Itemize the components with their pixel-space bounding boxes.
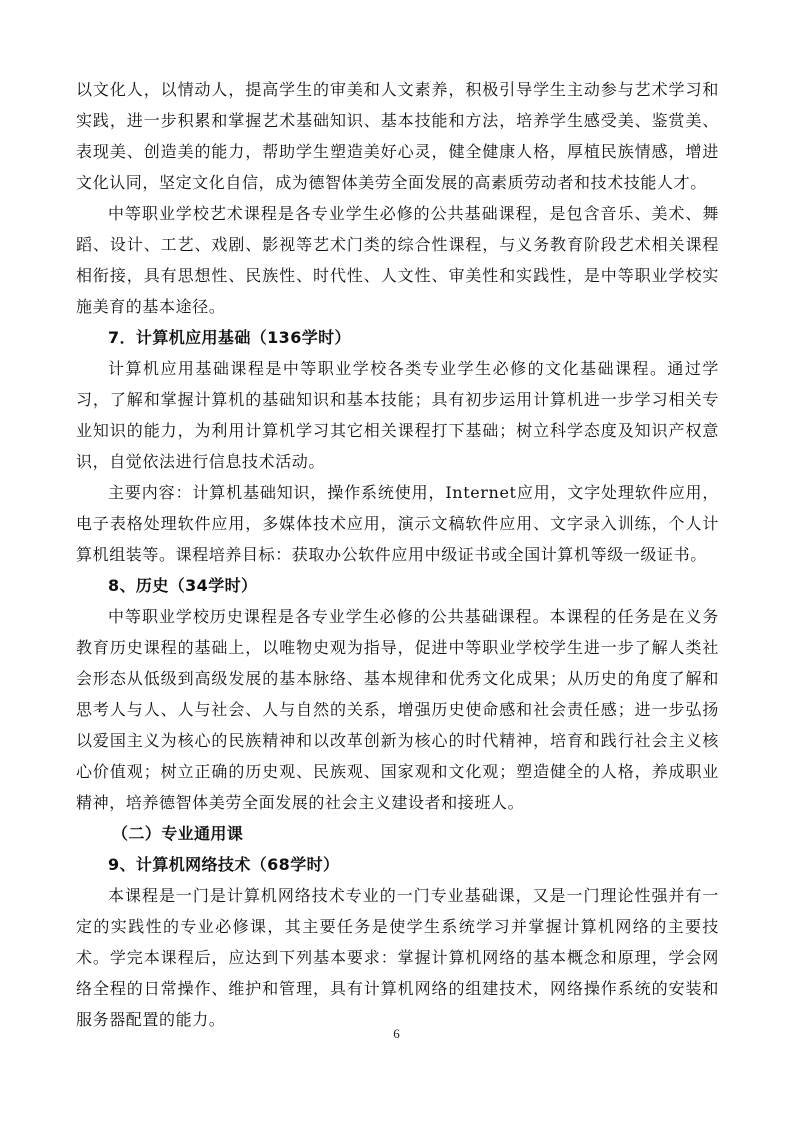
page-number: 6: [393, 1026, 400, 1041]
paragraph-history: 中等职业学校历史课程是各专业学生必修的公共基础课程。本课程的任务是在义务教育历史课程的基础上，以唯物史观为指导，促进中等职业学校学生进一步了解人类社会形态从低级到高级发展的基本脉络、基本规律和优秀文化成果；从历史的角度了解和思考人与人、人与社会、人与自然的关系，增强历史使命感和社会责任感；进一步弘扬以爱国主义为核心的民族精神和以改革创新为核心的时代精神，培育和践行社会主义核心价值观；树立正确的历史观、民族观、国家观和文化观；塑造健全的人格，养成职业精神，培养德智体美劳全面发展的社会主义建设者和接班人。: [76, 607, 719, 812]
heading-network-tech: 9、计算机网络技术（68学时）: [108, 855, 340, 874]
paragraph-art-goals: 以文化人，以情动人，提高学生的审美和人文素养，积极引导学生主动参与艺术学习和实践，进一步积累和掌握艺术基础知识、基本技能和方法，培养学生感受美、鉴赏美、表现美、创造美的能力，帮助学生塑造美好心灵，健全健康人格，厚植民族情感，增进文化认同，坚定文化自信，成为德智体美劳全面发展的高素质劳动者和技术技能人才。: [76, 80, 719, 192]
paragraph-computer-basics: 计算机应用基础课程是中等职业学校各类专业学生必修的文化基础课程。通过学习，了解和掌握计算机的基础知识和基本技能；具有初步运用计算机进一步学习相关专业知识的能力，为利用计算机学习其它相关课程打下基础；树立科学态度及知识产权意识，自觉依法进行信息技术活动。: [76, 359, 719, 471]
heading-history: 8、历史（34学时）: [108, 576, 258, 595]
paragraph-network-tech: 本课程是一门是计算机网络技术专业的一门专业基础课，又是一门理论性强并有一定的实践性的专业必修课，其主要任务是使学生系统学习并掌握计算机网络的主要技术。学完本课程后，应达到下列基本要求：掌握计算机网络的基本概念和原理，学会网络全程的日常操作、维护和管理，具有计算机网络的组建技术，网络操作系统的安装和服务器配置的能力。: [76, 886, 719, 1029]
paragraph-computer-content: 主要内容：计算机基础知识，操作系统使用，Internet应用，文字处理软件应用，电子表格处理软件应用，多媒体技术应用，演示文稿软件应用、文字录入训练，个人计算机组装等。课程培养目标：获取办公软件应用中级证书或全国计算机等级一级证书。: [76, 483, 719, 564]
heading-section-general: （二）专业通用课: [112, 824, 244, 843]
paragraph-art-course: 中等职业学校艺术课程是各专业学生必修的公共基础课程，是包含音乐、美术、舞蹈、设计、工艺、戏剧、影视等艺术门类的综合性课程，与义务教育阶段艺术相关课程相衔接，具有思想性、民族性、时代性、人文性、审美性和实践性，是中等职业学校实施美育的基本途径。: [76, 204, 719, 316]
document-body: [76, 74, 719, 1035]
heading-computer-basics: 7．计算机应用基础（136学时）: [108, 328, 351, 347]
